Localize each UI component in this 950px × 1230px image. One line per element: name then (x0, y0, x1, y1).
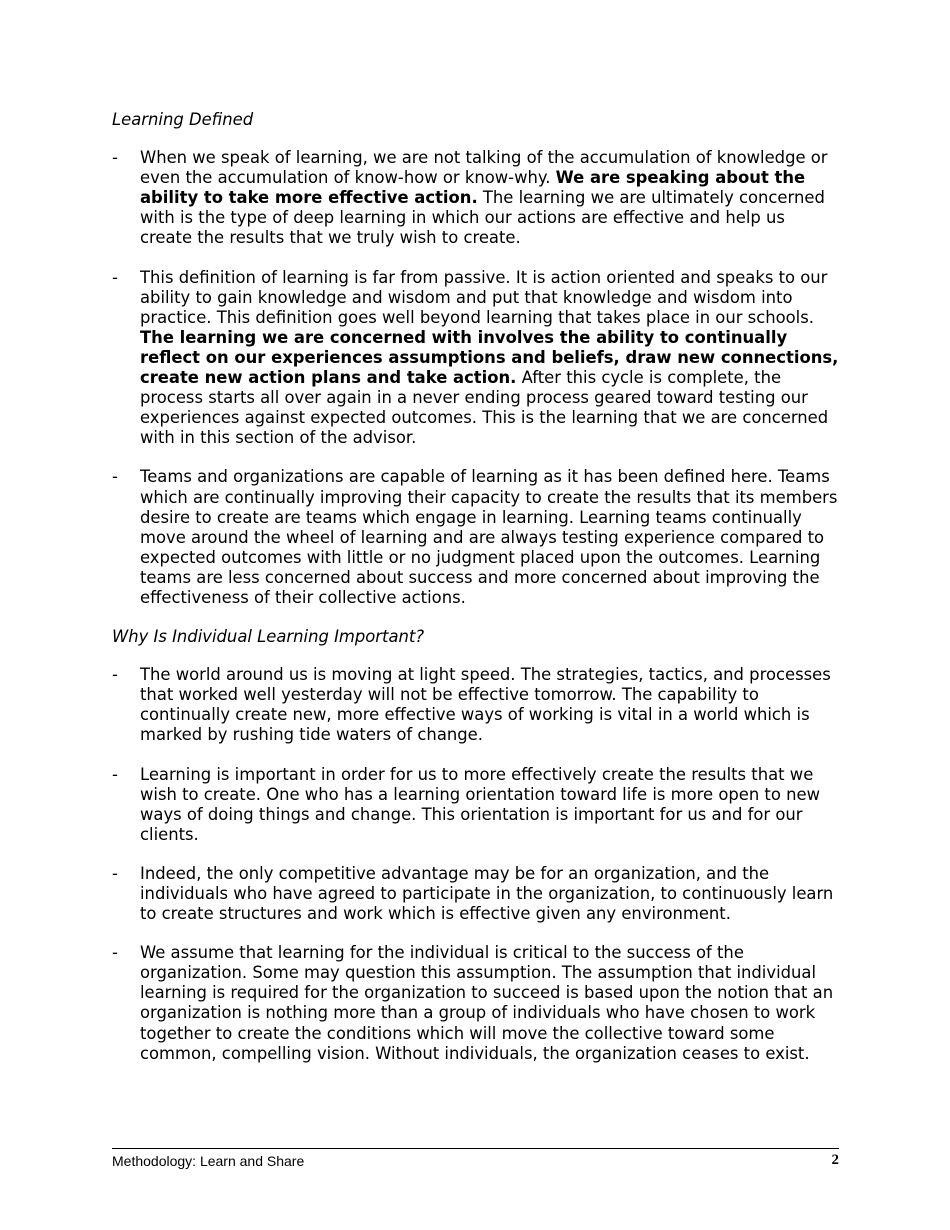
paragraph-text: The world around us is moving at light speed. The strategies, tactics, and processes that worked well yesterday will not be effective tomorrow. The capability to continually create new, more effective ways of working is vital in a world which is marked by rushing tide waters of change. (140, 665, 831, 745)
paragraph-text: Teams and organizations are capable of learning as it has been defined here. Teams which are continually improving their capacity to create the results that its members desire to create are teams which engage in learning. Learning teams continually move around the wheel of learning and are always testing experience compared to expected outcomes with little or no judgment placed upon the outcomes. Learning teams are less concerned about success and more concerned about improving the effectiveness of their collective actions. (140, 467, 838, 607)
paragraph (140, 148, 840, 248)
paragraph (140, 864, 840, 924)
list-item (112, 943, 840, 1064)
section-heading-why-individual-learning: Why Is Individual Learning Important? (112, 627, 425, 647)
paragraph (140, 665, 840, 745)
paragraph-text: Learning is important in order for us to more effectively create the results that we wish to create. One who has a learning orientation toward life is more open to new ways of doing things and change. This orientation is important for us and for our clients. (140, 764, 820, 844)
bullet-dash: - (112, 943, 118, 963)
list-item (112, 148, 840, 248)
bullet-dash: - (112, 267, 118, 287)
footer-title: Methodology: Learn and Share (112, 1153, 305, 1169)
document-body (112, 110, 840, 1083)
paragraph-text: When we speak of learning, we are not talking of the accumulation of knowledge or even the accumulation of know-how or know-why. (140, 148, 828, 188)
paragraph-text: After this cycle is complete, the process starts all over again in a never ending process geared toward testing our experiences against expected outcomes. This is the learning that we are concerned with in this section of the advisor. (140, 368, 829, 448)
footer-divider (112, 1148, 839, 1149)
bullet-dash: - (112, 863, 118, 883)
paragraph-text: Indeed, the only competitive advantage may be for an organization, and the individuals who have agreed to participate in the organization, to continuously learn to create structures and work which is effective given any environment. (140, 863, 834, 924)
paragraph (140, 943, 840, 1064)
bullet-dash: - (112, 764, 118, 784)
paragraph-text: The learning we are ultimately concerned with is the type of deep learning in which our actions are effective and help us create the results that we truly wish to create. (140, 188, 825, 248)
list-item (112, 864, 840, 924)
paragraph (140, 268, 840, 449)
bullet-dash: - (112, 467, 118, 487)
paragraph (140, 765, 840, 845)
page-number: 2 (831, 1152, 839, 1168)
bullet-dash: - (112, 148, 118, 168)
list-item (112, 665, 840, 745)
paragraph (140, 467, 840, 608)
section-heading-learning-defined: Learning Defined (112, 110, 254, 129)
paragraph-text: We assume that learning for the individual is critical to the success of the organization. Some may question this assumption. The assumption that individual learning is required for the organization to succeed is based upon the notion that an organization is nothing more than a group of individuals who have chosen to work together to create the conditions which will move the collective toward some common, compelling vision. Without individuals, the organization ceases to exist. (140, 943, 834, 1063)
paragraph-bold-text: We are speaking about the ability to take more effective action. (140, 168, 806, 208)
list-item (112, 765, 840, 845)
paragraph-text: This definition of learning is far from passive. It is action oriented and speaks to our ability to gain knowledge and wisdom and put that knowledge and wisdom into practice. This definition goes well beyond learning that takes place in our schools. (140, 267, 828, 327)
list-item (112, 268, 840, 449)
bullet-dash: - (112, 665, 118, 685)
paragraph-bold-text: The learning we are concerned with involves the ability to continually reflect on our experiences assumptions and beliefs, draw new connections, create new action plans and take action. (140, 327, 839, 388)
list-item (112, 467, 840, 608)
